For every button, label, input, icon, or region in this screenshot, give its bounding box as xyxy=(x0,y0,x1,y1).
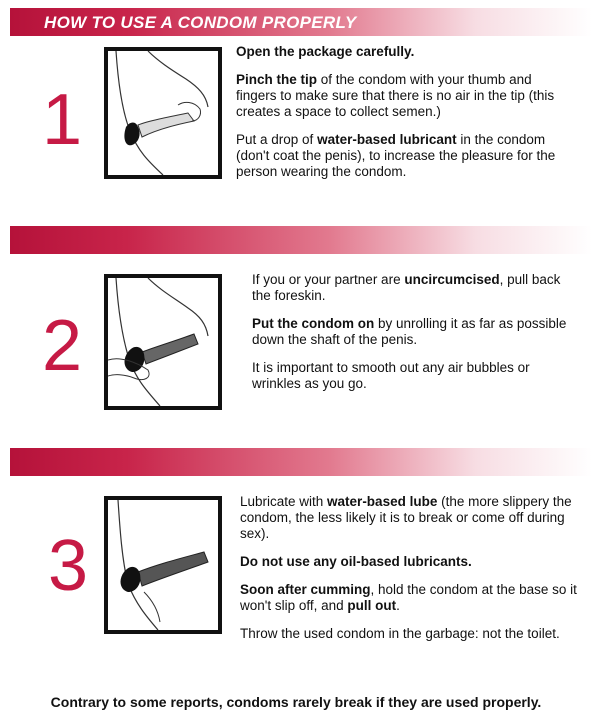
step-1-p2-bold: Pinch the tip xyxy=(236,72,317,87)
step-2-p1-rest: , pull back the foreskin. xyxy=(252,272,561,303)
title-banner xyxy=(10,8,592,36)
step-3-p1-a: Lubricate with xyxy=(240,494,328,509)
step-2-p2-rest: by unrolling it as far as possible down the shaft of the penis. xyxy=(252,316,567,347)
step-2-p2-bold: Put the condom on xyxy=(252,316,375,331)
step-2-illustration xyxy=(104,274,222,410)
step-2-drawing xyxy=(108,278,218,406)
step-3-drawing xyxy=(108,500,218,630)
step-3-p2: Do not use any oil-based lubricants. xyxy=(240,554,472,569)
step-1-text xyxy=(236,44,566,192)
step-3-p3-end: . xyxy=(396,598,400,613)
step-1-p3-rest: in the condom (don't coat the penis), to increase the pleasure for the person wearing the condom. xyxy=(236,132,556,179)
step-3-illustration xyxy=(104,496,222,634)
section-divider-2 xyxy=(10,226,592,254)
footer-note: Contrary to some reports, condoms rarely break if they are used properly. xyxy=(50,694,542,710)
page-title: HOW TO USE A CONDOM PROPERLY xyxy=(44,13,357,32)
step-3-p4: Throw the used condom in the garbage: not the toilet. xyxy=(240,626,560,641)
step-1-p3-a: Put a drop of xyxy=(236,132,318,147)
step-number-3: 3 xyxy=(48,526,89,606)
step-3-p3-rest: , hold the condom at the base so it won't slip off, and xyxy=(240,582,577,613)
step-1-illustration xyxy=(104,47,222,179)
step-2-text xyxy=(252,272,572,404)
step-2-p1-bold: uncircumcised xyxy=(404,272,500,287)
step-number-1: 1 xyxy=(42,80,83,160)
step-3-p1-bold: water-based lube xyxy=(327,494,438,509)
section-divider-3 xyxy=(10,448,592,476)
step-2-p1-a: If you or your partner are xyxy=(252,272,405,287)
step-1-p2-rest: of the condom with your thumb and fingers to make sure that there is no air in the tip (this creates a space to collect semen.) xyxy=(236,72,555,119)
step-3-p1-rest: (the more slippery the condom, the less likely it is to break or come off during sex). xyxy=(240,494,572,541)
step-1-drawing xyxy=(108,51,218,175)
step-1-p1: Open the package carefully. xyxy=(236,44,415,59)
step-3-p3-bold2: pull out xyxy=(347,598,397,613)
step-2-p3: It is important to smooth out any air bubbles or wrinkles as you go. xyxy=(252,360,530,391)
step-3-p3-bold: Soon after cumming xyxy=(240,582,371,597)
step-number-2: 2 xyxy=(42,306,83,386)
step-3-text xyxy=(240,494,580,654)
step-1-p3-bold: water-based lubricant xyxy=(317,132,457,147)
